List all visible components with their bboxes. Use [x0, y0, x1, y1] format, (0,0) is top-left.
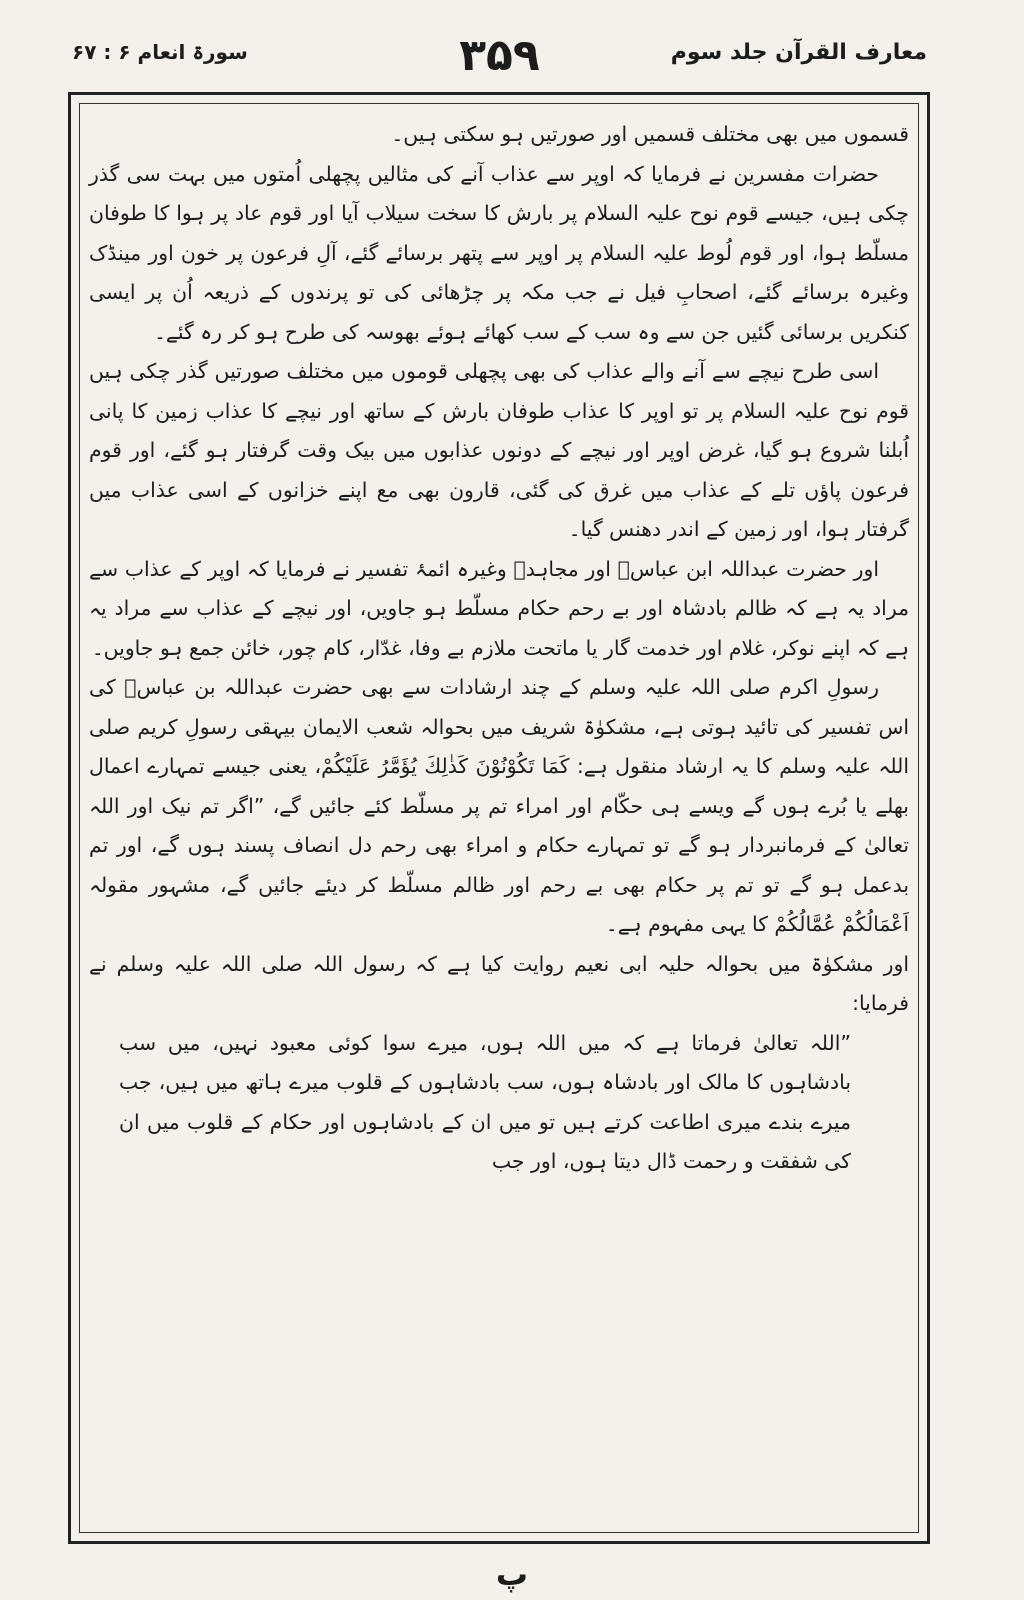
- body-text: [89, 115, 909, 1521]
- paragraph-hadith-qudsi-quote: ”اللہ تعالیٰ فرماتا ہے کہ میں اللہ ہوں، میرے سوا کوئی معبود نہیں، میں سب بادشاہوں کا مالک اور بادشاہ ہوں، سب بادشاہوں کے قلوب میرے ہاتھ میں ہیں، جب میرے بندے میری اطاعت کرتے ہیں تو میں ان کے بادشاہوں اور حکام کے قلوب میں ان کی شفقت و رحمت ڈال دیتا ہوں، اور جب: [119, 1030, 851, 1173]
- paragraph-hilya-intro: اور مشکوٰۃ میں بحوالہ حلیہ ابی نعیم روایت کیا ہے کہ رسول اللہ صلی اللہ علیہ وسلم نے فرمایا:: [89, 951, 909, 1015]
- paragraph-punishment-from-above: حضرات مفسرین نے فرمایا کہ اوپر سے عذاب آنے کی مثالیں پچھلی اُمتوں میں بہت سی گذر چکی ہیں، جیسے قوم نوح علیہ السلام پر بارش کا سخت سیلاب آیا اور قوم عاد پر ہوا کا طوفان مسلّط ہوا، اور قوم لُوط علیہ السلام پر اوپر سے پتھر برسائے گئے، آلِ فرعون پر خون اور مینڈک وغیرہ برسائے گئے، اصحابِ فیل نے جب مکہ پر چڑھائی کی تو پرندوں کے ذریعہ اُن پر ایسی کنکریں برسائی گئیں جن سے وہ سب کے سب کھائے ہوئے بھوسہ کی طرح ہو کر رہ گئے۔: [89, 161, 909, 344]
- paragraph-hadith-rulers: رسولِ اکرم صلی اللہ علیہ وسلم کے چند ارشادات سے بھی حضرت عبداللہ بن عباسؓ کی اس تفسیر کی تائید ہوتی ہے، مشکوٰۃ شریف میں بحوالہ شعب الایمان بیہقی رسولِ کریم صلی اللہ علیہ وسلم کا یہ ارشاد منقول ہے: کَمَا تَکُوْنُوْنَ کَذٰلِكَ یُؤَمَّرُ عَلَیْکُمْ، یعنی جیسے تمہارے اعمال بھلے یا بُرے ہوں گے ویسے ہی حکّام اور امراء تم پر مسلّط کئے جائیں گے، ”اگر تم نیک اور اللہ تعالیٰ کے فرمانبردار ہو گے تو تمہارے حکام و امراء بھی رحم دل انصاف پسند ہوں گے، اور تم بدعمل ہو گے تو تم پر حکام بھی بے رحم اور ظالم مسلّط کر دیئے جائیں گے، مشہور مقولہ اَعْمَالُکُمْ عُمَّالُکُمْ کا یہی مفہوم ہے۔: [89, 675, 909, 936]
- page-number: ۳۵۹: [459, 30, 540, 81]
- page-header: [72, 30, 927, 84]
- paragraph-continuation: قسموں میں بھی مختلف قسمیں اور صورتیں ہو سکتی ہیں۔: [391, 122, 909, 146]
- paragraph-ibn-abbas-tafsir: اور حضرت عبداللہ ابن عباسؓ اور مجاہدؒ وغیرہ ائمۂ تفسیر نے فرمایا کہ اوپر کے عذاب سے مراد یہ ہے کہ ظالم بادشاہ اور بے رحم حکام مسلّط ہو جاویں، اور نیچے کے عذاب سے مراد یہ ہے کہ اپنے نوکر، غلام اور خدمت گار یا ماتحت ملازم بے وفا، غدّار، کام چور، خائن جمع ہو جاویں۔: [89, 556, 909, 660]
- paragraph-punishment-from-below: اسی طرح نیچے سے آنے والے عذاب کی بھی پچھلی قوموں میں مختلف صورتیں گذر چکی ہیں قوم نوح علیہ السلام پر تو اوپر کا عذاب طوفان بارش کے ساتھ اور نیچے کا عذاب زمین کا پانی اُبلنا شروع ہو گیا، غرض اوپر اور نیچے کے دونوں عذابوں میں بیک وقت گرفتار ہو گئے، اور قوم فرعون پاؤں تلے کے عذاب میں غرق کی گئی، قارون بھی مع اپنے خزانوں کے اسی عذاب میں گرفتار ہوا، اور زمین کے اندر دھنس گیا۔: [89, 359, 909, 541]
- book-title: معارف القرآن جلد سوم: [670, 40, 927, 65]
- surah-reference: سورۃ انعام ۶ : ۶۷: [72, 40, 248, 64]
- text-frame: [68, 92, 930, 1544]
- signature-mark: پ: [495, 1555, 529, 1593]
